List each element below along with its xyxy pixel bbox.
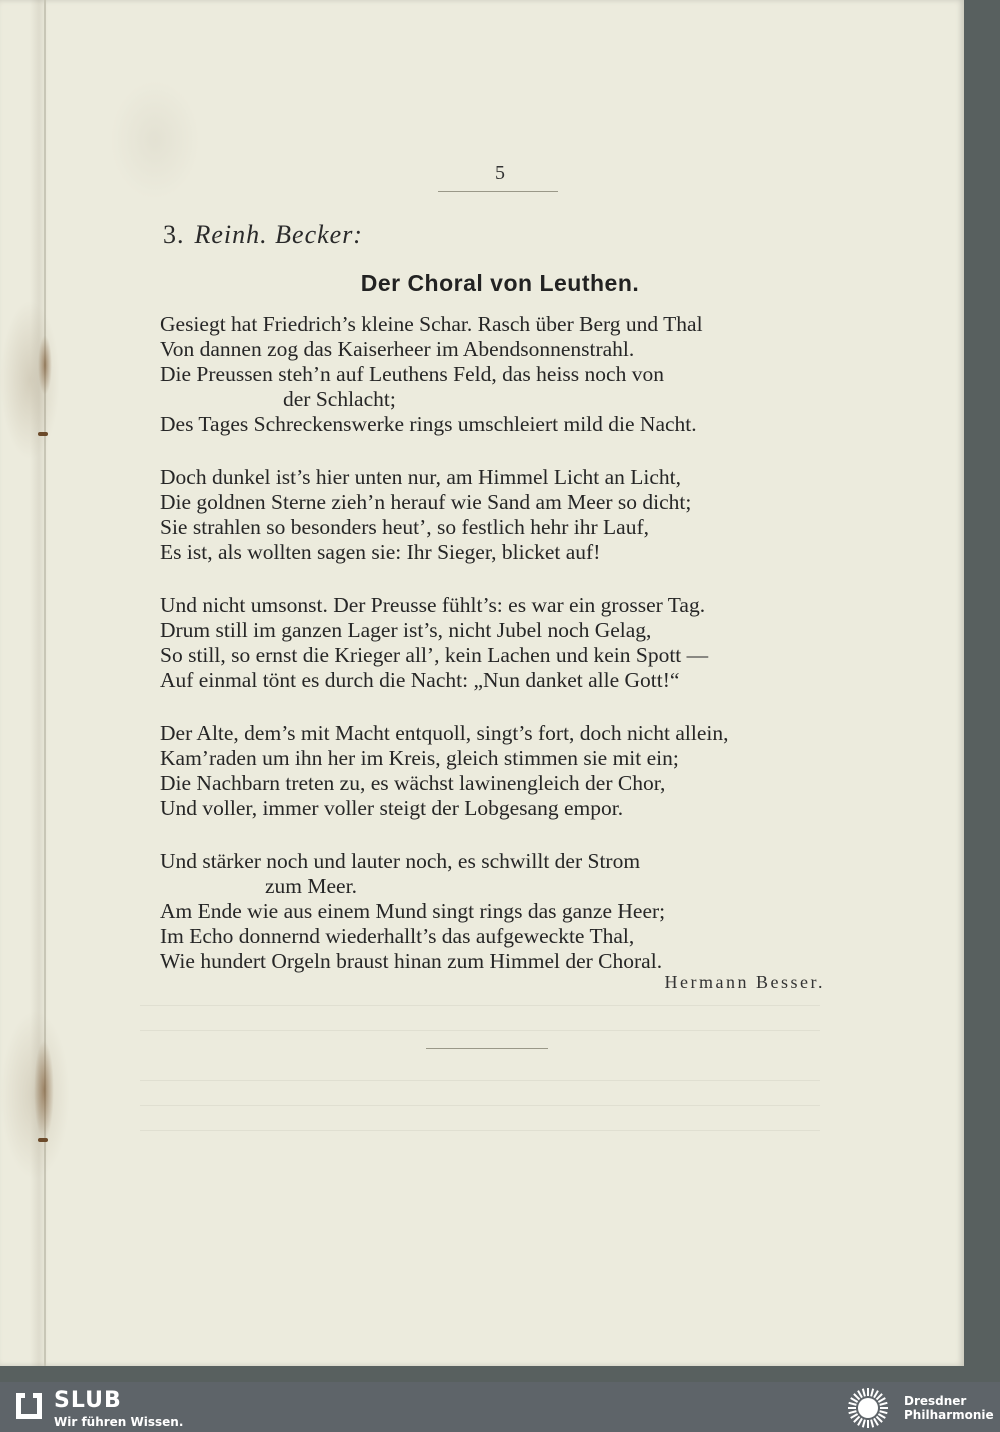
poem-line: zum Meer.	[265, 874, 357, 898]
staple-mark	[38, 432, 48, 436]
poem-line: Der Alte, dem’s mit Macht entquoll, singt’s fort, doch nicht allein,	[160, 721, 729, 745]
partner-name-line2: Philharmonie	[904, 1408, 994, 1422]
poem-line: Die Preussen steh’n auf Leuthens Feld, das heiss noch von	[160, 362, 664, 386]
poem-stanza	[160, 849, 840, 974]
rust-stain	[34, 1040, 54, 1140]
poem-line: der Schlacht;	[283, 387, 396, 411]
viewer-footer	[0, 1382, 1000, 1432]
bleed-through-line	[140, 1005, 820, 1006]
poem-line: Die Nachbarn treten zu, es wächst lawinengleich der Chor,	[160, 771, 666, 795]
poem-line: Von dannen zog das Kaiserheer im Abendsonnenstrahl.	[160, 337, 635, 361]
poem-line: Gesiegt hat Friedrich’s kleine Schar. Rasch über Berg und Thal	[160, 312, 703, 336]
poem-line: Auf einmal tönt es durch die Nacht: „Nun danket alle Gott!“	[160, 668, 680, 692]
composer-number: 3.	[163, 220, 185, 249]
poem-stanza	[160, 593, 840, 693]
poem-line: So still, so ernst die Krieger all’, kein Lachen und kein Spott —	[160, 643, 709, 667]
bleed-through-line	[140, 1030, 820, 1031]
poem-line: Und voller, immer voller steigt der Lobgesang empor.	[160, 796, 624, 820]
poem-line: Die goldnen Sterne zieh’n herauf wie Sand am Meer so dicht;	[160, 490, 692, 514]
stain	[110, 80, 200, 200]
bleed-through-line	[140, 1130, 820, 1131]
end-rule	[426, 1048, 548, 1049]
poem-stanza	[160, 465, 840, 565]
composer-heading	[163, 220, 363, 250]
partner-name-line1: Dresdner	[904, 1394, 967, 1408]
poem-author: Hermann Besser.	[664, 972, 825, 992]
poem-line: Drum still im ganzen Lager ist’s, nicht Jubel noch Gelag,	[160, 618, 652, 642]
staple-mark	[38, 1138, 48, 1142]
composer-name: Reinh. Becker:	[194, 220, 363, 249]
poem-line: Am Ende wie aus einem Mund singt rings das ganze Heer;	[160, 899, 666, 923]
rust-stain	[38, 335, 52, 395]
header-rule	[438, 191, 558, 192]
poem-body	[160, 312, 840, 1002]
poem-stanza	[160, 312, 840, 437]
bleed-through-line	[140, 1080, 820, 1081]
poem-title: Der Choral von Leuthen.	[360, 270, 640, 296]
poem-line: Wie hundert Orgeln braust hinan zum Himmel der Choral.	[160, 949, 663, 973]
poem-line: Im Echo donnernd wiederhallt’s das aufgeweckte Thal,	[160, 924, 635, 948]
library-tagline: Wir führen Wissen.	[54, 1415, 184, 1429]
poem-line: Und nicht umsonst. Der Preusse fühlt’s: es war ein grosser Tag.	[160, 593, 706, 617]
slub-logo-icon	[14, 1391, 44, 1421]
poem-stanza	[160, 721, 840, 821]
library-name: SLUB	[54, 1388, 122, 1413]
page-number: 5	[495, 162, 505, 184]
poem-line: Es ist, als wollten sagen sie: Ihr Sieger, blicket auf!	[160, 540, 601, 564]
poem-line: Kam’raden um ihn her im Kreis, gleich stimmen sie mit ein;	[160, 746, 679, 770]
bleed-through-line	[140, 1105, 820, 1106]
poem-line: Und stärker noch und lauter noch, es schwillt der Strom	[160, 849, 641, 873]
poem-line: Sie strahlen so besonders heut’, so festlich hehr ihr Lauf,	[160, 515, 649, 539]
poem-line: Des Tages Schreckenswerke rings umschleiert mild die Nacht.	[160, 412, 697, 436]
philharmonie-logo-icon	[842, 1386, 894, 1430]
poem-line: Doch dunkel ist’s hier unten nur, am Himmel Licht an Licht,	[160, 465, 681, 489]
